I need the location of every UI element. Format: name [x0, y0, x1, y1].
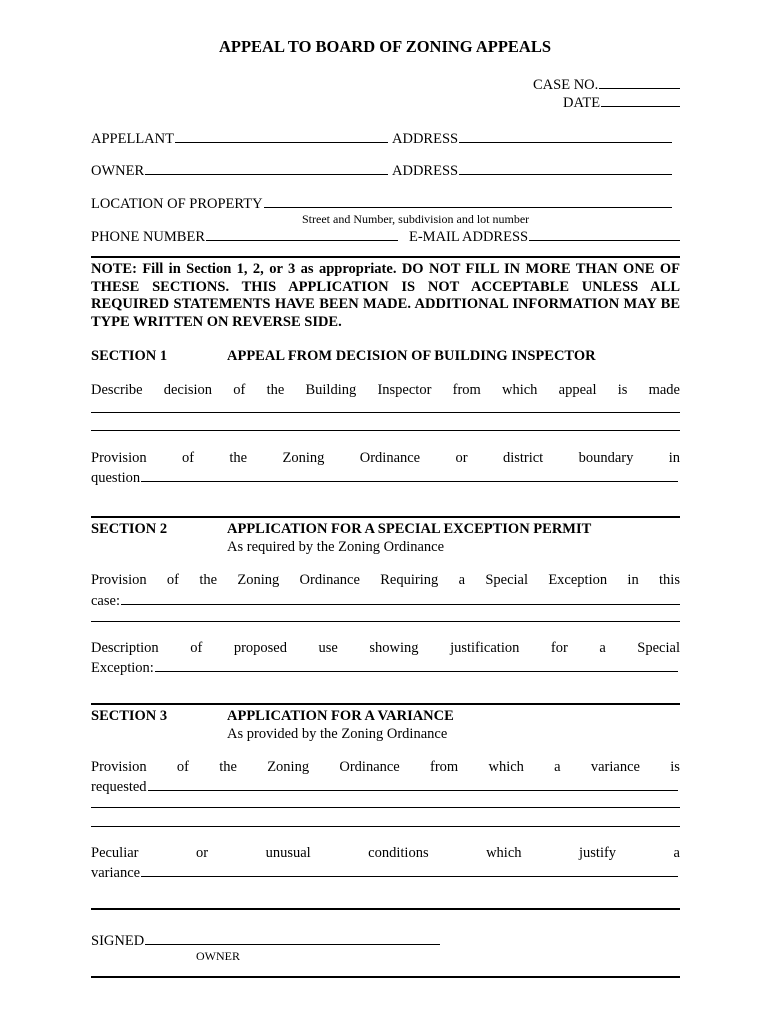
- word: the: [266, 382, 285, 398]
- section-2-question-1-cont: [91, 590, 680, 610]
- word: which: [486, 845, 522, 861]
- question-continuation: Exception:: [91, 660, 154, 676]
- word: justification: [450, 640, 520, 656]
- section-3-answer-line-2[interactable]: [91, 826, 680, 827]
- section-3-number: SECTION 3: [91, 708, 168, 724]
- phone-field[interactable]: [206, 226, 398, 241]
- owner-address-field[interactable]: [459, 160, 672, 175]
- word: decision: [163, 382, 213, 398]
- section-2-answer-line[interactable]: [91, 621, 680, 622]
- case-no-label: CASE NO.: [533, 77, 599, 93]
- word: Provision: [91, 572, 147, 588]
- word: Special: [637, 640, 680, 656]
- appellant-row: [91, 128, 388, 148]
- owner-row: [91, 160, 388, 180]
- bottom-divider: [91, 976, 680, 978]
- case-no-field[interactable]: [599, 74, 680, 89]
- section-2-question-1: [91, 571, 680, 589]
- section-1-answer-line-1[interactable]: [91, 412, 680, 413]
- word: Special: [485, 572, 528, 588]
- word: this: [659, 572, 680, 588]
- question-continuation: variance: [91, 865, 141, 881]
- phone-row: [91, 226, 398, 246]
- question-continuation: requested: [91, 779, 147, 795]
- word: Provision: [91, 450, 147, 466]
- word: or: [455, 450, 468, 466]
- date-field[interactable]: [601, 92, 680, 107]
- section-3-title: APPLICATION FOR A VARIANCE: [227, 708, 454, 724]
- word: Inspector: [377, 382, 432, 398]
- word: boundary: [578, 450, 634, 466]
- word: Provision: [91, 759, 147, 775]
- word: justify: [579, 845, 617, 861]
- word: of: [181, 450, 195, 466]
- divider: [91, 256, 680, 258]
- section-1-question-2-cont: [91, 467, 678, 487]
- word: of: [176, 759, 189, 775]
- owner-address-row: [392, 160, 672, 180]
- section-3-answer-1[interactable]: [148, 776, 678, 791]
- word: made: [648, 382, 680, 398]
- section-1-number: SECTION 1: [91, 348, 168, 364]
- word: Ordinance: [299, 572, 360, 588]
- word: from: [452, 382, 481, 398]
- date-label: DATE: [563, 95, 601, 111]
- section-1-question-1: [91, 381, 680, 399]
- owner-field[interactable]: [145, 160, 388, 175]
- word: Zoning: [282, 450, 325, 466]
- word: which: [502, 382, 538, 398]
- word: is: [617, 382, 628, 398]
- section-1-title: APPEAL FROM DECISION OF BUILDING INSPECTOR: [227, 348, 596, 364]
- word: Description: [91, 640, 159, 656]
- appellant-address-field[interactable]: [459, 128, 672, 143]
- word: Building: [305, 382, 357, 398]
- owner-label: OWNER: [91, 163, 145, 179]
- signature-field[interactable]: [145, 930, 440, 945]
- appellant-address-row: [392, 128, 672, 148]
- word: Describe: [91, 382, 143, 398]
- word: of: [190, 640, 203, 656]
- owner-address-label: ADDRESS: [392, 163, 459, 179]
- appellant-address-label: ADDRESS: [392, 131, 459, 147]
- location-field[interactable]: [264, 193, 672, 208]
- word: is: [670, 759, 680, 775]
- section-2-question-2-cont: [91, 657, 678, 677]
- word: in: [668, 450, 680, 466]
- appellant-field[interactable]: [175, 128, 388, 143]
- instructions-note: NOTE: Fill in Section 1, 2, or 3 as appropriate. DO NOT FILL IN MORE THAN ONE OF THESE SECTIONS. THIS APPLICATION IS NOT ACCEPTABLE UNLESS ALL REQUIRED STATEMENTS HAVE BEEN MADE. ADDITIONAL INFORMATION MAY BE TYPE WRITTEN ON REVERSE SIDE.: [91, 261, 680, 330]
- word: unusual: [265, 845, 311, 861]
- section-2-subtitle: As required by the Zoning Ordinance: [227, 539, 445, 555]
- owner-caption: OWNER: [196, 949, 240, 963]
- word: a: [458, 572, 465, 588]
- section-3-question-2: [91, 844, 680, 862]
- word: Requiring: [380, 572, 439, 588]
- signed-label: SIGNED: [91, 933, 145, 949]
- question-continuation: case:: [91, 593, 120, 609]
- word: showing: [369, 640, 419, 656]
- word: which: [488, 759, 524, 775]
- date-row: [563, 92, 680, 112]
- word: Peculiar: [91, 845, 139, 861]
- appellant-label: APPELLANT: [91, 131, 174, 147]
- case-no-row: [533, 74, 680, 94]
- signature-row: [91, 930, 440, 950]
- word: for: [550, 640, 568, 656]
- word: a: [554, 759, 561, 775]
- word: Exception: [548, 572, 608, 588]
- section-1-answer-line-2[interactable]: [91, 430, 680, 431]
- phone-label: PHONE NUMBER: [91, 229, 205, 245]
- section-2-answer-1[interactable]: [121, 590, 680, 605]
- word: the: [219, 759, 237, 775]
- question-continuation: question: [91, 470, 141, 486]
- section-3-question-1-cont: [91, 776, 678, 796]
- location-label: LOCATION OF PROPERTY: [91, 196, 263, 212]
- word: of: [233, 382, 246, 398]
- word: proposed: [233, 640, 287, 656]
- word: the: [229, 450, 248, 466]
- section-divider: [91, 908, 680, 910]
- section-2-title: APPLICATION FOR A SPECIAL EXCEPTION PERMIT: [227, 521, 592, 537]
- email-row: [409, 226, 680, 246]
- section-3-subtitle: As provided by the Zoning Ordinance: [227, 726, 448, 742]
- word: a: [673, 845, 680, 861]
- word: or: [196, 845, 209, 861]
- word: a: [599, 640, 606, 656]
- section-1-question-2: [91, 449, 680, 467]
- word: from: [430, 759, 459, 775]
- email-label: E-MAIL ADDRESS: [409, 229, 529, 245]
- word: variance: [590, 759, 640, 775]
- location-hint: Street and Number, subdivision and lot number: [302, 212, 530, 226]
- word: Ordinance: [339, 759, 400, 775]
- section-2-answer-2[interactable]: [155, 657, 678, 672]
- section-3-question-1: [91, 758, 680, 776]
- form-title: APPEAL TO BOARD OF ZONING APPEALS: [218, 37, 552, 56]
- section-2-question-2: [91, 639, 680, 657]
- word: Zoning: [237, 572, 280, 588]
- word: conditions: [368, 845, 429, 861]
- word: Ordinance: [359, 450, 421, 466]
- section-divider: [91, 516, 680, 518]
- section-3-question-2-cont: [91, 862, 678, 882]
- section-divider: [91, 703, 680, 705]
- word: the: [199, 572, 218, 588]
- section-3-answer-line-1[interactable]: [91, 807, 680, 808]
- word: of: [166, 572, 179, 588]
- word: Zoning: [267, 759, 310, 775]
- section-3-answer-2[interactable]: [141, 862, 678, 877]
- word: in: [627, 572, 639, 588]
- word: appeal: [558, 382, 597, 398]
- word: use: [318, 640, 338, 656]
- section-2-number: SECTION 2: [91, 521, 168, 537]
- word: district: [502, 450, 544, 466]
- email-field[interactable]: [529, 226, 680, 241]
- section-1-answer-2[interactable]: [141, 467, 678, 482]
